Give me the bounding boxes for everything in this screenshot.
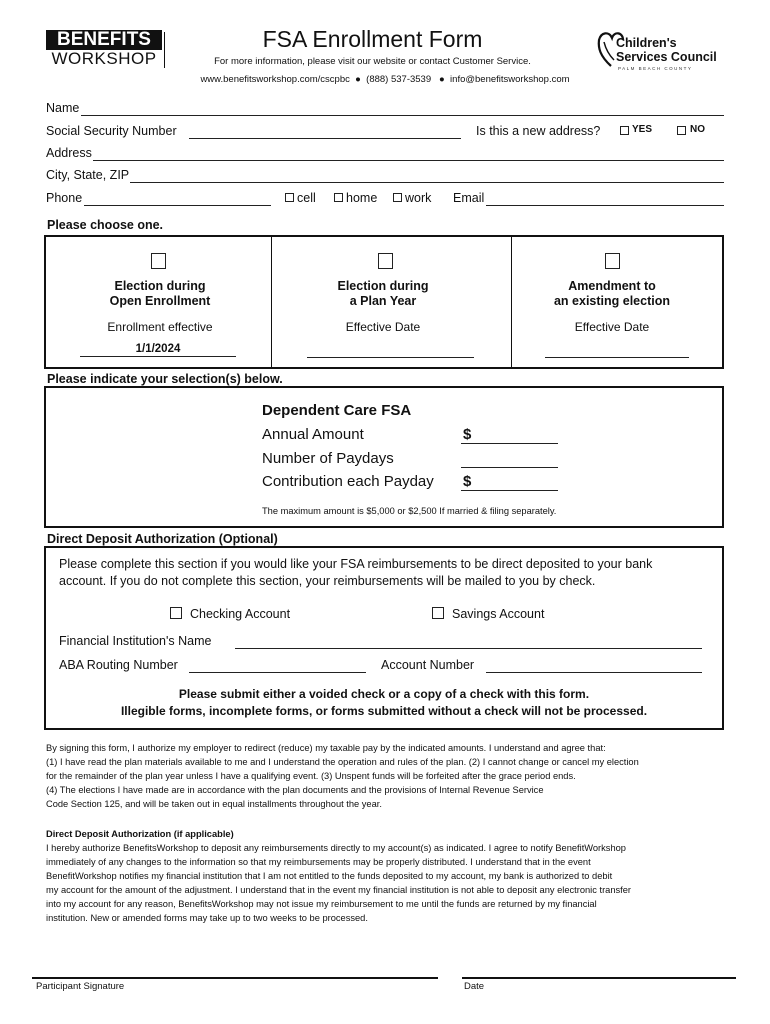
benefits-workshop-logo	[46, 30, 166, 70]
annual-dollar-sign: $	[463, 426, 472, 443]
amendment-title-2: an existing election	[553, 294, 670, 308]
amendment-date-field[interactable]	[545, 357, 689, 358]
dd-terms-heading: Direct Deposit Authorization (if applicable)	[46, 829, 234, 839]
deposit-intro-line2: account. If you do not complete this section, your reimbursements will be mailed to you by check.	[59, 574, 596, 588]
plan-year-title: Election during	[337, 279, 429, 293]
account-number-label: Account Number	[381, 658, 475, 672]
new-address-label: Is this a new address?	[476, 124, 601, 138]
dd-terms-line-3: BenefitWorkshop notifies my financial institution that I am not entitled to the funds deposited to my account, my bank is authorized to debit	[46, 871, 613, 881]
terms-line-2: (1) I have read the plan materials available to me and I understand the operation and rules of the plan. (2) I cannot change or cancel my election	[46, 757, 639, 767]
open-enrollment-sub: Enrollment effective	[107, 320, 213, 334]
dd-terms-line-2: immediately of any changes to the information so that my reimbursements may be properly distributed. I understand that in the event	[46, 857, 591, 867]
yes-checkbox[interactable]	[620, 126, 629, 135]
paydays-field[interactable]	[461, 467, 558, 468]
phone-label: Phone	[46, 191, 83, 205]
max-amount-note: The maximum amount is $5,000 or $2,500 If married & filing separately.	[262, 506, 557, 516]
amendment-title: Amendment to	[568, 279, 656, 293]
aba-label: ABA Routing Number	[59, 658, 178, 672]
amendment-sub: Effective Date	[574, 320, 650, 334]
deposit-notice-line1: Please submit either a voided check or a copy of a check with this form.	[178, 687, 590, 701]
work-label: work	[405, 191, 432, 205]
terms-line-4: (4) The elections I have made are in accordance with the plan documents and the provisions of Internal Revenue Service	[46, 785, 544, 795]
terms-line-1: By signing this form, I authorize my employer to redirect (reduce) my taxable pay by the indicated amounts. I understand and agree that:	[46, 743, 606, 753]
date-label: Date	[464, 981, 485, 992]
choose-heading: Please choose one.	[47, 218, 164, 232]
savings-account-label: Savings Account	[452, 607, 545, 621]
institution-label: Financial Institution's Name	[59, 634, 212, 648]
no-label: NO	[690, 124, 705, 135]
email-field[interactable]	[486, 205, 724, 206]
institution-field[interactable]	[235, 648, 702, 649]
dd-terms-line-4: my account for the amount of the adjustment. I understand that in the event my financial institution is not able to deposit any electronic transfer	[46, 885, 632, 895]
open-enrollment-title: Election during	[114, 279, 206, 293]
header-subtitle: For more information, please visit our website or contact Customer Service.	[214, 56, 531, 67]
deposit-heading: Direct Deposit Authorization (Optional)	[47, 532, 278, 546]
signature-field[interactable]	[32, 977, 438, 979]
plan-year-checkbox[interactable]	[378, 253, 393, 269]
deposit-notice-line2: Illegible forms, incomplete forms, or forms submitted without a check will not be processed.	[120, 704, 648, 718]
amendment-checkbox[interactable]	[605, 253, 620, 269]
ssn-field[interactable]	[189, 138, 461, 139]
annual-amount-field[interactable]	[461, 443, 558, 444]
plan-year-date-field[interactable]	[307, 357, 474, 358]
yes-label: YES	[632, 124, 653, 135]
open-enrollment-date-line	[80, 356, 236, 357]
savings-account-checkbox[interactable]	[432, 607, 444, 619]
header-contact: www.benefitsworkshop.com/cscpbc ● (888) 537-3539 ● info@benefitsworkshop.com	[200, 74, 570, 85]
contribution-dollar-sign: $	[463, 473, 472, 490]
selection-heading: Please indicate your selection(s) below.	[47, 372, 283, 386]
dd-terms-line-5: into my account for any reason, BenefitsWorkshop may not issue my reimbursement to me until the funds are returned by my financial	[46, 899, 597, 909]
plan-year-title-2: a Plan Year	[349, 294, 417, 308]
dd-terms-line-1: I hereby authorize BenefitsWorkshop to deposit any reimbursements directly to my account(s) as indicated. I agree to notify BenefitWorkshop	[46, 843, 626, 853]
name-field[interactable]	[81, 115, 724, 116]
no-checkbox[interactable]	[677, 126, 686, 135]
phone-field[interactable]	[84, 205, 271, 206]
fsa-title: Dependent Care FSA	[262, 402, 412, 419]
date-field[interactable]	[462, 977, 736, 979]
page-title: FSA Enrollment Form	[262, 26, 483, 52]
checking-account-checkbox[interactable]	[170, 607, 182, 619]
account-number-field[interactable]	[486, 672, 702, 673]
email-label: Email	[453, 191, 485, 205]
logo-childrens-text: Children's	[616, 36, 677, 50]
plan-year-sub: Effective Date	[345, 320, 421, 334]
signature-label: Participant Signature	[36, 981, 125, 992]
paydays-label: Number of Paydays	[262, 450, 394, 467]
logo-county-text: PALM BEACH COUNTY	[618, 66, 693, 71]
aba-field[interactable]	[189, 672, 366, 673]
logo-council-text: Services Council	[616, 50, 717, 64]
address-label: Address	[46, 146, 92, 160]
name-label: Name	[46, 101, 80, 115]
contribution-label: Contribution each Payday	[262, 473, 434, 490]
cell-label: cell	[297, 191, 316, 205]
open-enrollment-date: 1/1/2024	[135, 343, 181, 355]
city-field[interactable]	[130, 182, 724, 183]
contribution-field[interactable]	[461, 490, 558, 491]
home-checkbox[interactable]	[334, 193, 343, 202]
childrens-services-council-logo	[596, 26, 726, 74]
deposit-intro-line1: Please complete this section if you would like your FSA reimbursements to be direct deposited to your bank	[59, 557, 653, 571]
dd-terms-line-6: institution. New or amended forms may take up to two weeks to be processed.	[46, 913, 368, 923]
terms-line-5: Code Section 125, and will be taken out in equal installments throughout the year.	[46, 799, 382, 809]
logo-benefits-text: BENEFITS	[46, 30, 162, 50]
address-field[interactable]	[93, 160, 724, 161]
logo-workshop-text: WORKSHOP	[51, 49, 157, 68]
terms-line-3: for the remainder of the plan year unless I have a qualifying event. (3) Unspent funds will be forfeited after the grace period ends.	[46, 771, 576, 781]
ssn-label: Social Security Number	[46, 124, 177, 138]
city-label: City, State, ZIP	[46, 168, 130, 182]
work-checkbox[interactable]	[393, 193, 402, 202]
cell-checkbox[interactable]	[285, 193, 294, 202]
annual-amount-label: Annual Amount	[262, 426, 364, 443]
open-enrollment-title-2: Open Enrollment	[109, 294, 211, 308]
checking-account-label: Checking Account	[190, 607, 291, 621]
home-label: home	[346, 191, 378, 205]
open-enrollment-checkbox[interactable]	[151, 253, 166, 269]
